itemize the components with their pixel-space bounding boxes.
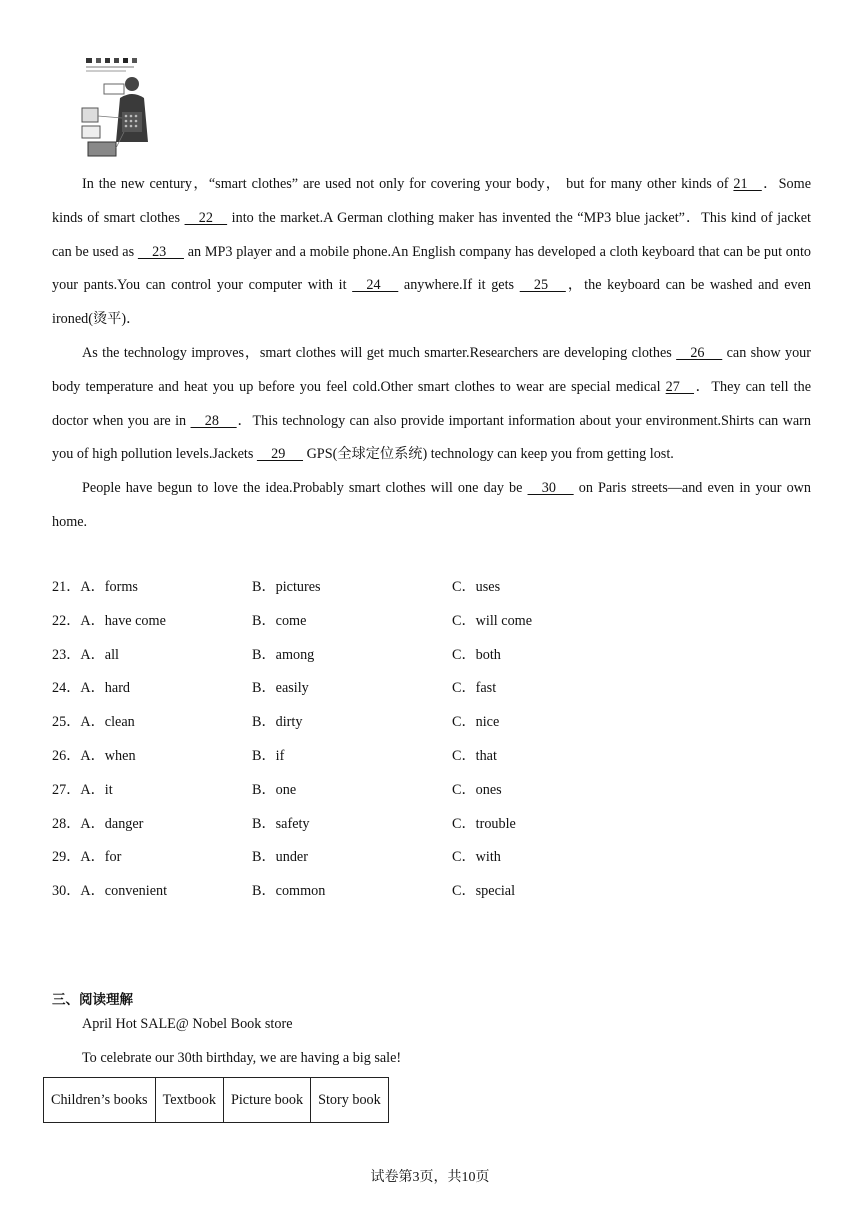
blank-24: 24 [352, 277, 399, 294]
passage-text: In the new century，“smart clothes” are used not only for covering your body， but for many other kinds of [82, 176, 734, 192]
blank-30: 30 [527, 480, 574, 497]
sale-intro: To celebrate our 30th birthday, we are having a big sale! [82, 1050, 402, 1066]
passage-paragraph-2 [52, 337, 811, 472]
answer-options [52, 571, 812, 909]
option-a[interactable]: 24．A．hard [52, 680, 131, 697]
option-a[interactable]: 21．A．forms [52, 579, 138, 595]
option-c[interactable]: C．fast [452, 680, 497, 697]
option-c[interactable]: C．trouble [452, 815, 516, 832]
option-b[interactable]: B．come [252, 612, 307, 629]
question-row [52, 639, 812, 673]
passage-text: an MP3 player and a mobile phone.An English company has developed a cloth keyboard that can be put onto your pants.You can control your computer with it [52, 243, 811, 294]
option-b[interactable]: B．under [252, 849, 308, 866]
option-b[interactable]: B．if [252, 747, 285, 764]
option-c[interactable]: C．that [452, 747, 497, 764]
option-b[interactable]: B．among [252, 646, 315, 663]
passage-paragraph-1 [52, 168, 811, 337]
question-row [52, 605, 812, 639]
table-row [44, 1078, 389, 1123]
question-row [52, 774, 812, 808]
passage-text: ．They can tell the doctor when you are in [52, 378, 812, 429]
passage-text: into the market.A German clothing maker has invented the “MP3 blue jacket”．This kind of jacket can be used as [52, 209, 811, 260]
page-footer: 试卷第3页，共10页 [370, 1170, 490, 1185]
blank-27: 27 [665, 378, 695, 395]
option-c[interactable]: C．nice [452, 714, 500, 731]
passage-text: ．This technology can also provide important information about your environment.Shirts can warn you of high pollution levels.Jackets [52, 412, 811, 463]
blank-22: 22 [184, 209, 228, 226]
question-row [52, 808, 812, 842]
question-row [52, 706, 812, 740]
table-header-cell: Picture book [223, 1078, 310, 1123]
table-header-cell: Story book [311, 1078, 389, 1123]
section-title: 三、阅读理解 [52, 992, 133, 1008]
blank-23: 23 [137, 243, 184, 260]
passage-text: anywhere.If it gets [398, 277, 520, 294]
option-a[interactable]: 23．A．all [52, 646, 119, 663]
passage-text: People have begun to love the idea.Probably smart clothes will one day be [82, 480, 528, 497]
option-a[interactable]: 28．A．danger [52, 815, 144, 832]
option-b[interactable]: B．pictures [252, 579, 321, 595]
table-header-cell: Textbook [155, 1078, 223, 1123]
option-b[interactable]: B．safety [252, 815, 310, 832]
passage-text: ．Some kinds of smart clothes [52, 176, 811, 226]
option-c[interactable]: C．uses [452, 579, 501, 595]
option-b[interactable]: B．one [252, 781, 297, 798]
option-a[interactable]: 26．A．when [52, 747, 136, 764]
option-b[interactable]: B．common [252, 883, 326, 900]
blank-28: 28 [190, 412, 237, 429]
option-c[interactable]: C．ones [452, 781, 502, 798]
blank-25: 25 [519, 277, 566, 294]
question-row [52, 672, 812, 706]
question-row [52, 571, 812, 605]
question-row [52, 841, 812, 875]
option-a[interactable]: 22．A．have come [52, 612, 166, 629]
passage-text: ，the keyboard can be washed and even ironed(烫平)． [52, 277, 812, 328]
option-c[interactable]: C．both [452, 646, 501, 663]
option-b[interactable]: B．easily [252, 680, 309, 697]
passage-paragraph-3 [52, 472, 811, 540]
blank-29: 29 [256, 446, 304, 463]
passage-text: As the technology improves，smart clothes will get much smarter.Researchers are developing clothes [82, 344, 677, 361]
option-c[interactable]: C．will come [452, 612, 532, 629]
option-a[interactable]: 25．A．clean [52, 714, 135, 731]
option-b[interactable]: B．dirty [252, 714, 303, 731]
cloze-passage [52, 168, 811, 540]
passage-text: GPS(全球定位系统) technology can keep you from getting lost. [303, 446, 674, 463]
book-category-table [43, 1077, 389, 1123]
option-a[interactable]: 29．A．for [52, 849, 122, 866]
blank-21: 21 [733, 176, 762, 192]
smart-clothes-illustration [80, 56, 162, 160]
option-c[interactable]: C．special [452, 883, 516, 900]
sale-heading: April Hot SALE@ Nobel Book store [82, 1016, 293, 1032]
question-row [52, 740, 812, 774]
option-c[interactable]: C．with [452, 849, 501, 866]
table-header-cell: Children’s books [44, 1078, 156, 1123]
blank-26: 26 [676, 344, 723, 361]
passage-text: on Paris streets—and even in your own home. [52, 480, 811, 530]
option-a[interactable]: 30．A．convenient [52, 883, 168, 900]
option-a[interactable]: 27．A．it [52, 781, 113, 798]
question-row [52, 875, 812, 909]
passage-text: can show your body temperature and heat you up before you feel cold.Other smart clothes to wear are special medical [52, 344, 811, 395]
